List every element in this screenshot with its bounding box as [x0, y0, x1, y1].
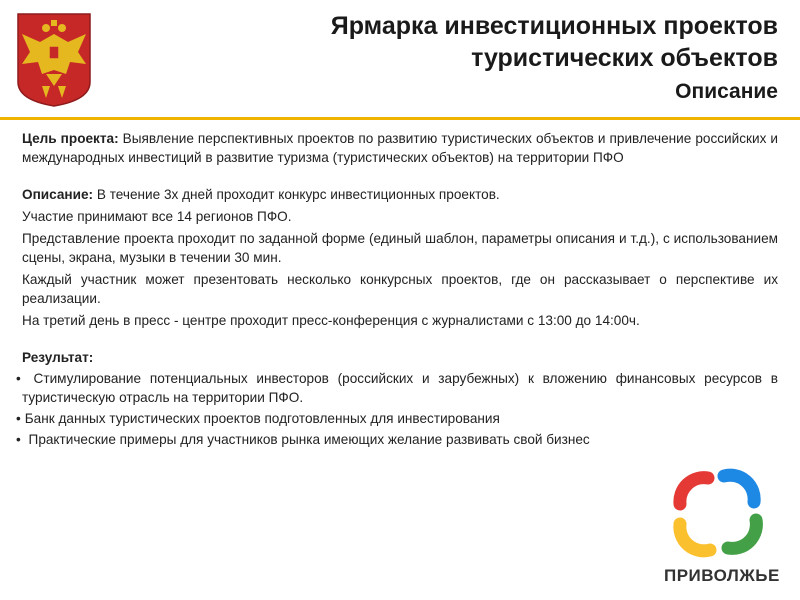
russian-coat-of-arms-icon — [16, 12, 92, 108]
page-title-line-2: туристических объектов — [471, 44, 778, 72]
goal-text: Выявление перспективных проектов по развитию туристических объектов и привлечение российских и международных инвестиций в развитие туризма (туристических объектов) на территории ПФО — [22, 131, 778, 165]
privolzhye-logo-icon — [662, 462, 772, 562]
result-item: • Практические примеры для участников рынка имеющих желание развивать свой бизнес — [22, 430, 778, 449]
goal-paragraph — [22, 129, 778, 167]
goal-label: Цель проекта: — [22, 131, 119, 146]
brand-name: ПРИВОЛЖЬЕ — [664, 566, 780, 585]
results-list — [22, 369, 778, 449]
page-subtitle: Описание — [675, 80, 778, 103]
description-paragraph-regions: Участие принимают все 14 регионов ПФО. — [22, 209, 292, 224]
description-paragraph-participants: Каждый участник может презентовать несколько конкурсных проектов, где он рассказывает о перспективе их реализации. — [22, 272, 778, 306]
description-paragraph-format: Представление проекта проходит по заданной форме (единый шаблон, параметры описания и т.д.), с использованием сцены, экрана, музыки в течении 30 мин. — [22, 231, 778, 265]
result-label: Результат: — [22, 350, 94, 365]
content-body — [22, 129, 778, 449]
result-item: • Банк данных туристических проектов подготовленных для инвестирования — [22, 409, 778, 428]
description-label: Описание: — [22, 187, 94, 202]
header-divider — [0, 117, 800, 120]
description-paragraph-press: На третий день в пресс - центре проходит пресс-конференция с журналистами с 13:00 до 14:00ч. — [22, 313, 640, 328]
page-title — [331, 10, 778, 74]
description-text: В течение 3х дней проходит конкурс инвестиционных проектов. — [93, 187, 500, 202]
page-title-line-1: Ярмарка инвестиционных проектов — [330, 12, 778, 40]
description-paragraph — [22, 185, 778, 204]
result-item: • Стимулирование потенциальных инвесторов (российских и зарубежных) к вложению финансовых ресурсов в туристическую отрасль на территории ПФО. — [22, 369, 778, 407]
